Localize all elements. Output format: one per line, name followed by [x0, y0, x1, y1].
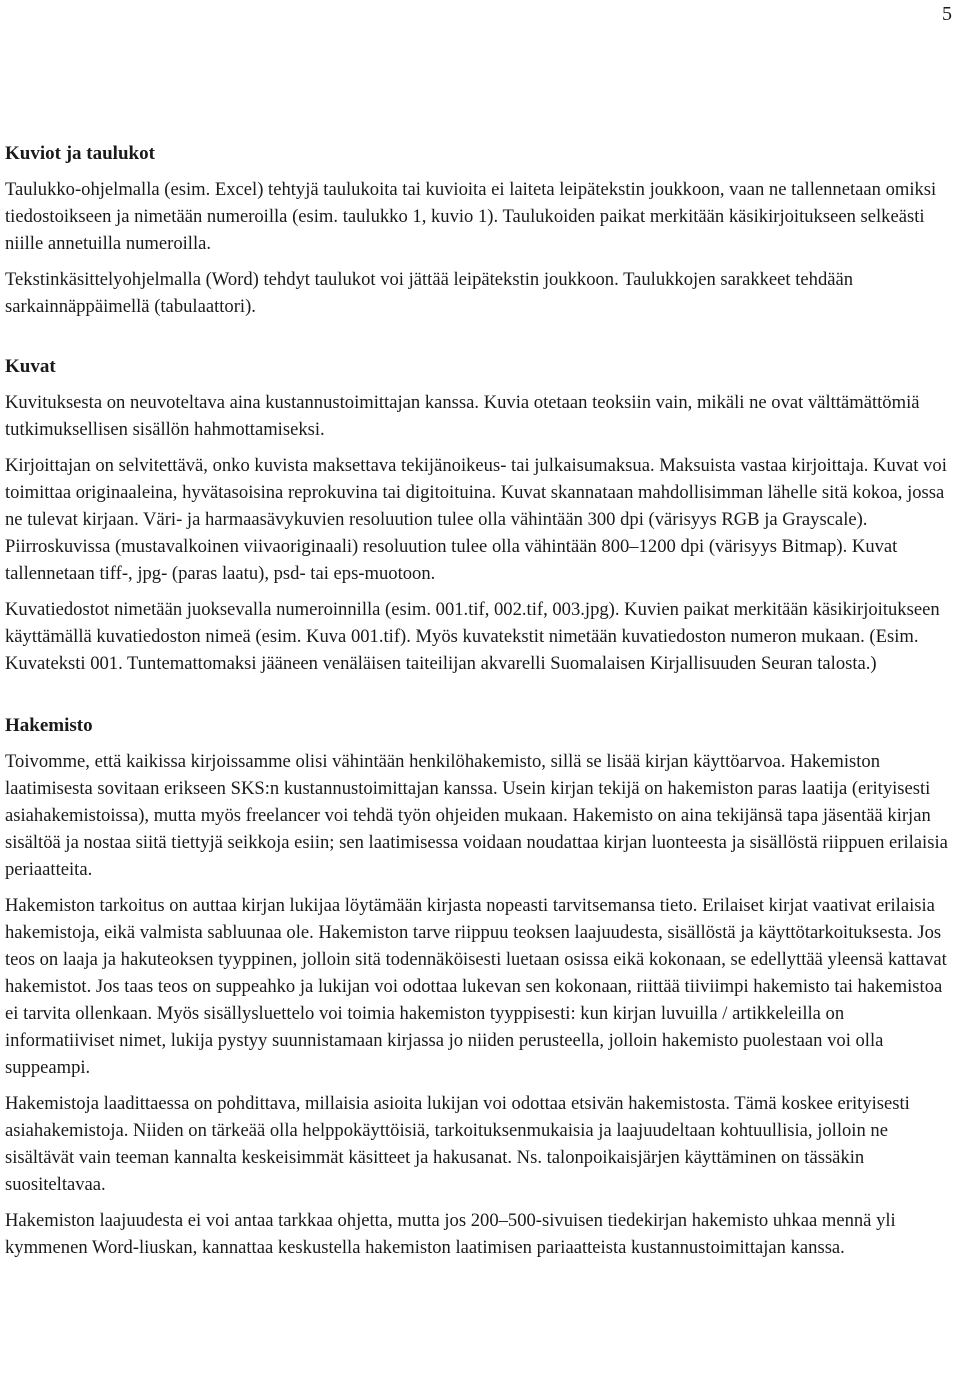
paragraph: Tekstinkäsittelyohjelmalla (Word) tehdyt taulukot voi jättää leipätekstin joukkoon. Taulukkojen sarakkeet tehdään sarkainnäppäimellä (tabulaattori). — [5, 269, 854, 317]
section-heading: Kuvat — [5, 356, 56, 377]
paragraph: Hakemiston laajuudesta ei voi antaa tarkkaa ohjetta, mutta jos 200–500-sivuisen tiedekirjan hakemisto uhkaa mennä yli kymmenen Word-liuskan, kannattaa keskustella hakemiston laatimisen pariaatteista kustannustoimittajan kanssa. — [5, 1210, 896, 1258]
section-heading: Kuviot ja taulukot — [5, 143, 155, 164]
paragraph: Kuvatiedostot nimetään juoksevalla numeroinnilla (esim. 001.tif, 002.tif, 003.jpg). Kuvien paikat merkitään käsikirjoitukseen käyttämällä kuvatiedoston nimeä (esim. Kuva 001.tif). Myös kuvatekstit nimetään kuvatiedoston numeron mukaan. (Esim. Kuvateksti 001. Tuntemattomaksi jääneen venäläisen taiteilijan akvarelli Suomalaisen Kirjallisuuden Seuran talosta.) — [5, 599, 940, 674]
section-hakemisto — [5, 712, 955, 1261]
section-heading: Hakemisto — [5, 715, 93, 736]
paragraph: Hakemistoja laadittaessa on pohdittava, millaisia asioita lukijan voi odottaa etsivän hakemistosta. Tämä koskee erityisesti asiahakemistoja. Niiden on tärkeää olla helppokäyttöisiä, tarkoituksenmukaisia ja laajuudeltaan kohtuullisia, jolloin ne sisältävät vain teeman kannalta keskeisimmät käsitteet ja hakusanat. Ns. talonpoikaisjärjen käyttäminen on tässäkin suositeltavaa. — [5, 1093, 910, 1195]
paragraph: Kuvituksesta on neuvoteltava aina kustannustoimittajan kanssa. Kuvia otetaan teoksiin vain, mikäli ne ovat välttämättömiä tutkimuksellisen sisällön hahmottamiseksi. — [5, 392, 920, 440]
document-body — [5, 140, 955, 1270]
paragraph: Toivomme, että kaikissa kirjoissamme olisi vähintään henkilöhakemisto, sillä se lisää kirjan käyttöarvoa. Hakemiston laatimisesta sovitaan erikseen SKS:n kustannustoimittajan kanssa. Usein kirjan tekijä on hakemiston paras laatija (erityisesti asiahakemistoissa), mutta myös freelancer voi tehdä työn ohjeiden mukaan. Hakemisto on aina tekijänsä tapa jäsentää kirjan sisältöä ja nostaa siitä tiettyjä seikkoja esiin; sen laatimisessa voidaan noudattaa kirjan luonteesta ja sisällöstä riippuen erilaisia periaatteita. — [5, 751, 948, 880]
section-kuviot-ja-taulukot — [5, 140, 955, 320]
page-number: 5 — [942, 3, 952, 25]
paragraph: Hakemiston tarkoitus on auttaa kirjan lukijaa löytämään kirjasta nopeasti tarvitsemansa tieto. Erilaiset kirjat vaativat erilaisia hakemistoja, eikä valmista sabluunaa ole. Hakemiston tarve riippuu teoksen laajuudesta, sisällöstä ja käyttötarkoituksesta. Jos teos on laaja ja hakuteoksen tyyppinen, jolloin sitä todennäköisesti luetaan osissa eikä kokonaan, se edellyttää yleensä kattavat hakemistot. Jos taas teos on suppeahko ja lukijan voi odottaa lukevan sen kokonaan, riittää tiiviimpi hakemisto tai hakemistoa ei tarvita ollenkaan. Myös sisällysluettelo voi toimia hakemiston tyyppisesti: kun kirjan luvuilla / artikkeleilla on informatiiviset nimet, lukija pystyy suunnistamaan kirjassa jo niiden perusteella, jolloin hakemisto puolestaan voi olla suppeampi. — [5, 895, 947, 1078]
paragraph: Taulukko-ohjelmalla (esim. Excel) tehtyjä taulukoita tai kuvioita ei laiteta leipätekstin joukkoon, vaan ne tallennetaan omiksi tiedostoikseen ja nimetään numeroilla (esim. taulukko 1, kuvio 1). Taulukoiden paikat merkitään käsikirjoitukseen selkeästi niille annetuilla numeroilla. — [5, 179, 937, 254]
paragraph: Kirjoittajan on selvitettävä, onko kuvista maksettava tekijänoikeus- tai julkaisumaksua. Maksuista vastaa kirjoittaja. Kuvat voi toimittaa originaaleina, hyvätasoisina reprokuvina tai digitoituina. Kuvat skannataan mahdollisimman lähelle sitä kokoa, jossa ne tulevat kirjaan. Väri- ja harmaasävykuvien resoluution tulee olla vähintään 300 dpi (värisyys RGB ja Grayscale). Piirroskuvissa (mustavalkoinen viivaoriginaali) resoluution tulee olla vähintään 800–1200 dpi (värisyys Bitmap). Kuvat tallennetaan tiff-, jpg- (paras laatu), psd- tai eps-muotoon. — [5, 455, 947, 584]
section-kuvat — [5, 353, 955, 677]
